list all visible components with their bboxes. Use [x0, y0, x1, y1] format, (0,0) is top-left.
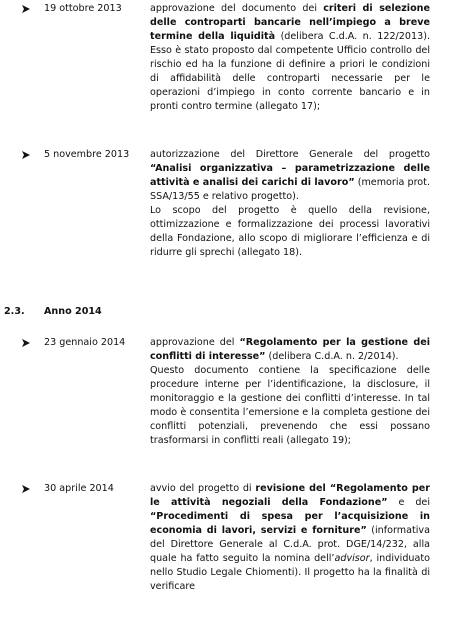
- entry-paragraph: Lo scopo del progetto è quello della revisione, ottimizzazione e formalizzazione dei processi lavorativi della Fondazione, allo scopo di migliorare l’efficienza e di ridurre gli sprechi (allegato 18).: [150, 205, 430, 258]
- entry-paragraph: avvio del progetto di revisione del “Regolamento per le attività negoziali della Fondazione” e dei “Procedimenti di spesa per l’acquisizione in economia di lavori, servizi e forniture” (informativa del Direttore Generale al C.d.A. prot. DGE/14/232, alla quale ha fatto seguito la nomina dell’advisor, individuato nello Studio Legale Chiomenti). Il progetto ha la finalità di verificare: [150, 483, 431, 592]
- entry-text: [150, 148, 430, 260]
- entry-paragraph: approvazione del “Regolamento per la gestione dei conflitti di interesse” (delibera C.d.A. n. 2/2014).: [150, 337, 430, 362]
- entry-text: [150, 2, 430, 114]
- entry-date: 5 novembre 2013: [44, 149, 130, 160]
- arrow-bullet-icon: [22, 482, 32, 496]
- arrow-bullet-icon: [22, 2, 32, 16]
- entry-date: 23 gennaio 2014: [44, 337, 126, 348]
- entry-date: 30 aprile 2014: [44, 483, 114, 494]
- arrow-bullet-icon: [22, 336, 32, 350]
- section-number: 2.3.: [4, 306, 25, 317]
- section-heading: [4, 305, 102, 319]
- arrow-bullet-icon: [22, 148, 32, 162]
- entry-text: [150, 336, 430, 448]
- entry-paragraph: autorizzazione del Direttore Generale del progetto “Analisi organizzativa – parametrizzazione delle attività e analisi dei carichi di lavoro” (memoria prot. SSA/13/55 e relativo progetto).: [150, 149, 430, 202]
- entry-paragraph: approvazione del documento dei criteri di selezione delle controparti bancarie nell’impiego a breve termine della liquidità (delibera C.d.A. n. 122/2013). Esso è stato proposto dal competente Ufficio controllo del rischio ed ha la funzione di definire a priori le condizioni di affidabilità delle controparti necessarie per le operazioni d’impiego in conto corrente bancario e in pronti contro termine (allegato 17);: [150, 3, 431, 112]
- section-title: Anno 2014: [44, 306, 102, 317]
- entry-text: [150, 482, 430, 594]
- entry-date: 19 ottobre 2013: [44, 3, 122, 14]
- entry-paragraph: Questo documento contiene la specificazione delle procedure interne per l’identificazione, la disclosure, il monitoraggio e la gestione dei conflitti d’interesse. In tal modo è consentita l’emersione e la completa gestione dei conflitti potenziali, prevenendo che essi possano trasformarsi in conflitti reali (allegato 19);: [150, 365, 430, 446]
